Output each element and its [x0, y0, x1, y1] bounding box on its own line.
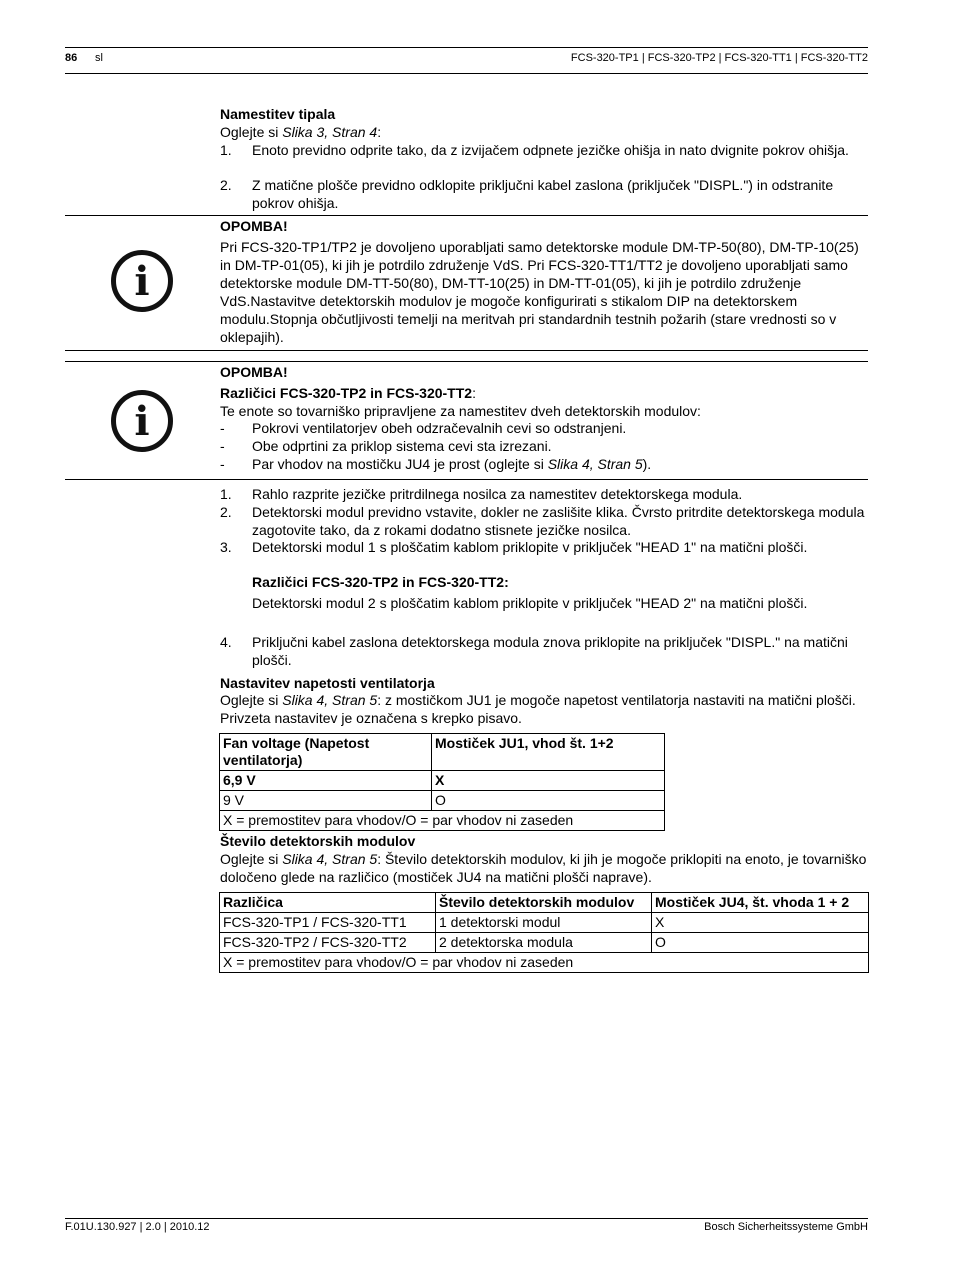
note-bottom-rule — [65, 479, 868, 480]
section-intro: Oglejte si Slika 4, Stran 5: Število detektorskih modulov, ki jih je mogoče priklopiti na enoto, je tovarniško določeno glede na različico (mostiček JU4 na matični plošči naprave). — [220, 851, 867, 885]
footer-rule — [65, 1218, 868, 1219]
table-cell: O — [652, 933, 869, 953]
note-top-rule — [65, 215, 868, 216]
table-header-cell: Različica — [220, 893, 436, 913]
note-top-rule — [65, 361, 868, 362]
table-header-row — [220, 893, 869, 913]
header-models: FCS-320-TP1 | FCS-320-TP2 | FCS-320-TT1 | FCS-320-TT2 — [570, 52, 868, 64]
table-header-row — [220, 734, 665, 771]
table-cell: X — [652, 913, 869, 933]
table-row — [220, 913, 869, 933]
step-list: 1. Enoto previdno odprite tako, da z izvijačem odpnete jezičke ohišja in nato dvignite pokrov ohišja. 2. Z matične plošče previdno odklopite priključni kabel zaslona (priključek "DISPL.") in odstranite pokrov ohišja. — [220, 142, 849, 211]
table-row — [220, 791, 665, 811]
language-code: sl — [95, 52, 103, 64]
table-header-cell: Mostiček JU4, št. vhoda 1 + 2 — [652, 893, 869, 913]
note-title: OPOMBA! — [220, 364, 288, 380]
bullet-list: - Pokrovi ventilatorjev obeh odzračevalnih cevi so odstranjeni. - Obe odprtini za priklop sistema cevi sta izrezani. - Par vhodov na mostičku JU4 je prost (oglejte si Slika 4, Stran 5). — [220, 420, 652, 472]
table-cell: FCS-320-TP2 / FCS-320-TT2 — [220, 933, 436, 953]
table-row — [220, 771, 665, 791]
table-cell: O — [432, 791, 665, 811]
note-subtitle: Različici FCS-320-TP2 in FCS-320-TT2: — [220, 385, 476, 401]
section-intro: Oglejte si Slika 3, Stran 4: — [220, 124, 382, 140]
table-cell: X — [432, 771, 665, 791]
figure-reference: Slika 3, Stran 4 — [282, 124, 378, 140]
info-icon: i — [111, 390, 173, 452]
header-top-rule — [65, 47, 868, 48]
table-header-cell: Fan voltage (Napetost ventilatorja) — [220, 734, 432, 771]
note-body: Pri FCS-320-TP1/TP2 je dovoljeno uporabljati samo detektorske module DM-TP-50(80), DM-TP-10(25) in DM-TP-01(05), ki jih je potrdilo združenje VdS. Pri FCS-320-TT1/TT2 je dovoljeno uporabljati samo detektorske module DM-TT-50(80), DM-TT-10(25) in DM-TT-01(05), ki jih je potrdilo združenje VdS.Nastavitve detektorskih modulov je mogoče konfigurirati s stikalom DIP na detektorskem modulu.Stopnja občutljivosti temelji na meritvah pri standardnih testnih požarih (stare vrednosti so v oklepajih). — [220, 239, 859, 345]
table-cell: 9 V — [220, 791, 432, 811]
table-header-cell: Mostiček JU1, vhod št. 1+2 — [432, 734, 665, 771]
table-cell: 6,9 V — [220, 771, 432, 791]
info-icon: i — [111, 250, 173, 312]
section-intro: Oglejte si Slika 4, Stran 5: z mostičkom JU1 je mogoče napetost ventilatorja nastaviti na matični plošči. Privzeta nastavitev je označena s krepko pisavo. — [220, 692, 856, 726]
page-number: 86 — [65, 52, 78, 64]
section-heading-fan-voltage: Nastavitev napetosti ventilatorja — [220, 675, 435, 691]
figure-reference: Slika 4, Stran 5 — [547, 456, 643, 472]
footer-company: Bosch Sicherheitssysteme GmbH — [704, 1221, 868, 1233]
variant-text: Detektorski modul 2 s ploščatim kablom priklopite v priključek "HEAD 2" na matični plošči. — [252, 595, 808, 611]
section-heading-module-count: Število detektorskih modulov — [220, 833, 416, 849]
table-footer-row — [220, 953, 869, 973]
figure-reference: Slika 4, Stran 5 — [282, 851, 378, 867]
fan-voltage-table — [219, 733, 665, 831]
variant-heading: Različici FCS-320-TP2 in FCS-320-TT2: — [252, 574, 509, 590]
table-header-cell: Število detektorskih modulov — [436, 893, 652, 913]
table-footer-cell: X = premostitev para vhodov/O = par vhodov ni zaseden — [220, 811, 665, 831]
table-cell: FCS-320-TP1 / FCS-320-TT1 — [220, 913, 436, 933]
table-cell: 2 detektorska modula — [436, 933, 652, 953]
footer-doc-id: F.01U.130.927 | 2.0 | 2010.12 — [65, 1221, 210, 1233]
section-heading-sensor-install: Namestitev tipala — [220, 106, 336, 122]
table-footer-cell: X = premostitev para vhodov/O = par vhodov ni zaseden — [220, 953, 869, 973]
figure-reference: Slika 4, Stran 5 — [282, 692, 378, 708]
note-title: OPOMBA! — [220, 218, 288, 234]
table-footer-row — [220, 811, 665, 831]
header-bottom-rule — [65, 73, 868, 74]
table-cell: 1 detektorski modul — [436, 913, 652, 933]
note-bottom-rule — [65, 350, 868, 351]
note-intro: Te enote so tovarniško pripravljene za namestitev dveh detektorskih modulov: — [220, 403, 701, 419]
module-count-table — [219, 892, 869, 973]
step-list: 1. Rahlo razprite jezičke pritrdilnega nosilca za namestitev detektorskega modula. 2. Detektorski modul previdno vstavite, dokler ne zaslišite klika. Čvrsto pritrdite detektorskega modula zagotovite tako, da z rokami dodatno stisnete jezičke nosilca. 3. Detektorski modul 1 s ploščatim kablom priklopite v priključek "HEAD 1" na matični plošči. Različici FCS-320-TP2 in FCS-320-TT2: Detektorski modul 2 s ploščatim kablom priklopite v priključek "HEAD 2" na matični plošči. 4. Priključni kabel zaslona detektorskega modula znova priklopite na priključek "DISPL." na matični plošči. — [0, 485, 954, 675]
table-row — [220, 933, 869, 953]
